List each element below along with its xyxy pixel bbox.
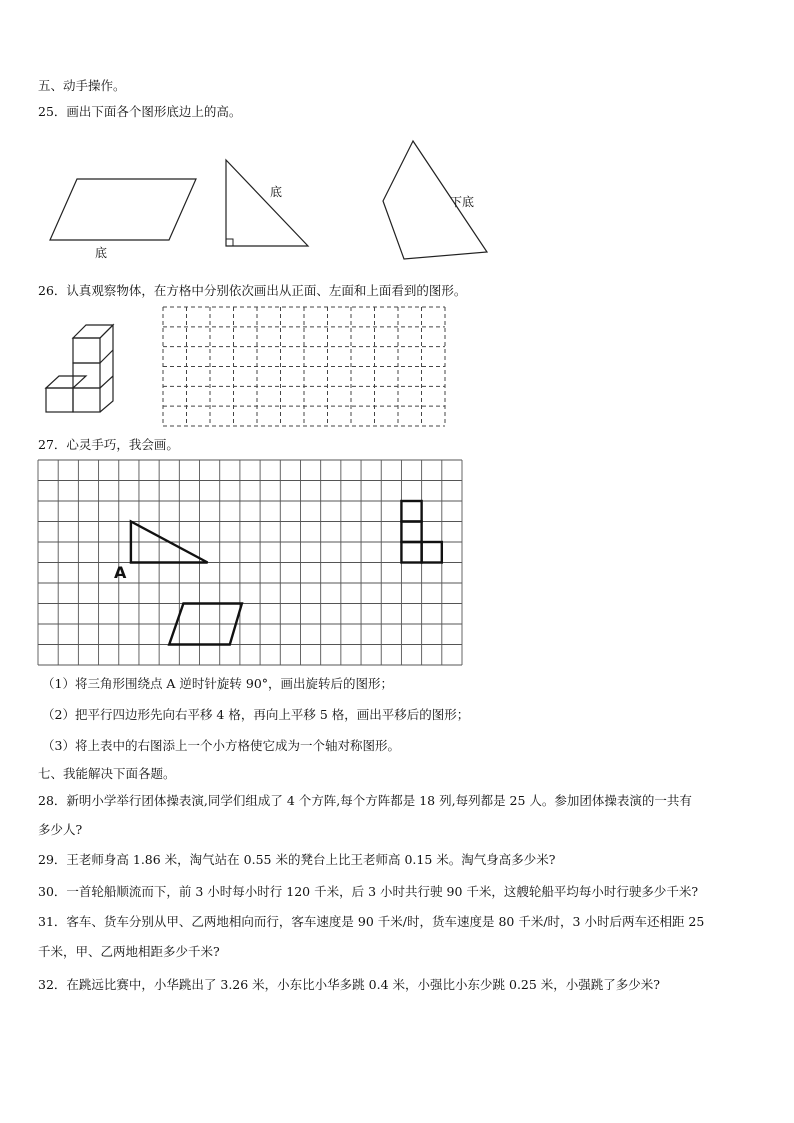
q26-dashed-grid [163,307,446,427]
l-shape-square [401,542,421,563]
question-28-line-2: 多少人? [38,822,83,837]
point-a-label: A [114,563,127,582]
q27-task-2: （2）把平行四边形先向右平移 4 格，再向上平移 5 格，画出平移后的图形； [42,707,470,722]
l-shape-square [401,501,421,522]
l-shape-square [401,522,421,543]
section-seven-title: 七、我能解决下面各题。 [38,766,176,781]
question-30-text: 30．一首轮船顺流而下，前 3 小时每小时行 120 千米，后 3 小时共行驶 90 千米，这艘轮船平均每小时行驶多少千米? [38,884,699,899]
section-five-title: 五、动手操作。 [38,78,126,93]
l-shape-square [422,542,442,563]
q27-task-3: （3）将上表中的右图添上一个小方格使它成为一个轴对称图形。 [42,738,400,753]
triangle-base-label: 底 [270,185,283,199]
q27-square-grid [38,460,463,666]
parallelogram-base-label: 底 [95,246,108,260]
question-25-text: 25．画出下面各个图形底边上的高。 [38,104,242,119]
question-29-text: 29．王老师身高 1.86 米，淘气站在 0.55 米的凳台上比王老师高 0.15 米。淘气身高多少米? [38,852,556,867]
q27-task-1: （1）将三角形围绕点 A 逆时针旋转 90°，画出旋转后的图形； [42,676,394,691]
question-27-text: 27．心灵手巧，我会画。 [38,437,179,452]
question-26-text: 26．认真观察物体，在方格中分别依次画出从正面、左面和上面看到的图形。 [38,283,467,298]
question-28-line-1: 28．新明小学举行团体操表演,同学们组成了 4 个方阵,每个方阵都是 18 列,每列都是 25 人。参加团体操表演的一共有 [38,793,692,808]
trapezoid-base-label: 下底 [450,195,475,209]
question-31-line-1: 31．客车、货车分别从甲、乙两地相向而行，客车速度是 90 千米/时，货车速度是 80 千米/时，3 小时后两车还相距 25 [38,914,705,929]
question-32-text: 32．在跳远比赛中，小华跳出了 3.26 米，小东比小华多跳 0.4 米，小强比小东少跳 0.25 米，小强跳了多少米? [38,977,660,992]
question-31-line-2: 千米，甲、乙两地相距多少千米? [38,944,220,959]
